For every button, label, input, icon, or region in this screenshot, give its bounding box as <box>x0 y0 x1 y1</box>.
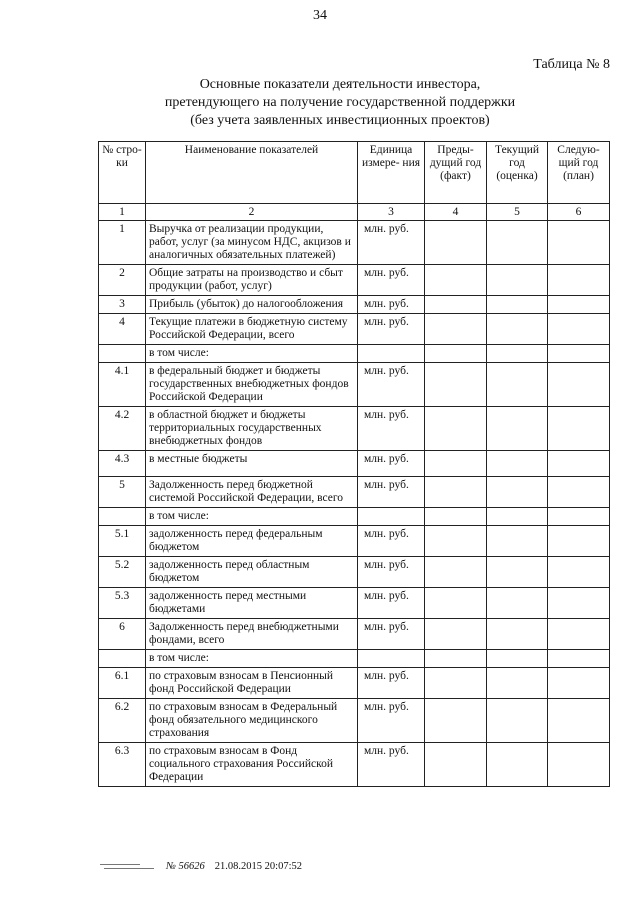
row-number: 4.2 <box>99 407 146 451</box>
row-name: задолженность перед федеральным бюджетом <box>146 526 358 557</box>
table-row <box>99 619 610 650</box>
value-cell <box>487 477 548 508</box>
value-cell <box>487 345 548 363</box>
row-name: по страховым взносам в Федеральный фонд обязательного медицинского страхования <box>146 699 358 743</box>
row-name: по страховым взносам в Пенсионный фонд Российской Федерации <box>146 668 358 699</box>
table-row <box>99 650 610 668</box>
title-line: Основные показатели деятельности инвестора, <box>199 77 481 92</box>
table-row <box>99 668 610 699</box>
table-row <box>99 699 610 743</box>
column-number: 2 <box>146 204 358 221</box>
row-unit: млн. руб. <box>358 221 425 265</box>
value-cell <box>425 477 487 508</box>
header-name: Наименование показателей <box>146 142 358 204</box>
row-number: 4.1 <box>99 363 146 407</box>
row-name: в областной бюджет и бюджеты территориальных государственных внебюджетных фондов <box>146 407 358 451</box>
row-unit <box>358 508 425 526</box>
value-cell <box>425 221 487 265</box>
value-cell <box>425 743 487 787</box>
value-cell <box>487 743 548 787</box>
value-cell <box>425 296 487 314</box>
row-unit: млн. руб. <box>358 314 425 345</box>
value-cell <box>548 314 610 345</box>
value-cell <box>487 650 548 668</box>
title-line: (без учета заявленных инвестиционных проектов) <box>190 113 490 128</box>
row-name: по страховым взносам в Фонд социального страхования Российской Федерации <box>146 743 358 787</box>
table-row <box>99 451 610 477</box>
table-row <box>99 265 610 296</box>
table-row <box>99 363 610 407</box>
value-cell <box>548 699 610 743</box>
table-row <box>99 314 610 345</box>
column-number: 5 <box>487 204 548 221</box>
row-unit: млн. руб. <box>358 619 425 650</box>
document-title <box>40 76 640 130</box>
table-header-row <box>99 142 610 204</box>
table-row <box>99 526 610 557</box>
value-cell <box>487 451 548 477</box>
value-cell <box>425 668 487 699</box>
value-cell <box>487 407 548 451</box>
value-cell <box>548 508 610 526</box>
row-unit: млн. руб. <box>358 743 425 787</box>
value-cell <box>548 265 610 296</box>
value-cell <box>548 345 610 363</box>
value-cell <box>487 588 548 619</box>
value-cell <box>487 296 548 314</box>
row-name: в местные бюджеты <box>146 451 358 477</box>
value-cell <box>425 345 487 363</box>
value-cell <box>548 668 610 699</box>
row-unit <box>358 650 425 668</box>
row-unit <box>358 345 425 363</box>
row-name: в федеральный бюджет и бюджеты государственных внебюджетных фондов Российской Федерации <box>146 363 358 407</box>
row-number: 5.1 <box>99 526 146 557</box>
table-label: Таблица № 8 <box>533 57 610 72</box>
header-current-year: Текущий год (оценка) <box>487 142 548 204</box>
value-cell <box>487 508 548 526</box>
document-number: № 56626 <box>166 861 205 872</box>
value-cell <box>425 314 487 345</box>
row-unit: млн. руб. <box>358 363 425 407</box>
table-row <box>99 477 610 508</box>
row-unit: млн. руб. <box>358 526 425 557</box>
value-cell <box>548 407 610 451</box>
value-cell <box>487 363 548 407</box>
row-number: 4 <box>99 314 146 345</box>
row-unit: млн. руб. <box>358 699 425 743</box>
value-cell <box>425 650 487 668</box>
value-cell <box>425 407 487 451</box>
row-unit: млн. руб. <box>358 296 425 314</box>
value-cell <box>487 699 548 743</box>
row-name: в том числе: <box>146 345 358 363</box>
header-next-year: Следую- щий год (план) <box>548 142 610 204</box>
value-cell <box>548 650 610 668</box>
row-number: 5.2 <box>99 557 146 588</box>
row-name: Прибыль (убыток) до налогообложения <box>146 296 358 314</box>
row-name: Задолженность перед внебюджетными фондами, всего <box>146 619 358 650</box>
header-no: № стро- ки <box>99 142 146 204</box>
table-row <box>99 407 610 451</box>
value-cell <box>487 526 548 557</box>
column-number: 6 <box>548 204 610 221</box>
header-prev-year: Преды- дущий год (факт) <box>425 142 487 204</box>
registration-stamp-mark <box>100 862 156 872</box>
value-cell <box>425 619 487 650</box>
row-number <box>99 508 146 526</box>
value-cell <box>548 363 610 407</box>
table-row <box>99 743 610 787</box>
value-cell <box>425 265 487 296</box>
table-row <box>99 557 610 588</box>
column-number: 1 <box>99 204 146 221</box>
value-cell <box>487 265 548 296</box>
column-number: 4 <box>425 204 487 221</box>
row-number: 2 <box>99 265 146 296</box>
table-row <box>99 221 610 265</box>
row-name: в том числе: <box>146 508 358 526</box>
column-number-row <box>99 204 610 221</box>
row-unit: млн. руб. <box>358 407 425 451</box>
row-name: задолженность перед местными бюджетами <box>146 588 358 619</box>
row-unit: млн. руб. <box>358 451 425 477</box>
table-row <box>99 508 610 526</box>
title-line: претендующего на получение государственной поддержки <box>164 95 516 110</box>
table-row <box>99 345 610 363</box>
row-unit: млн. руб. <box>358 668 425 699</box>
row-number: 5 <box>99 477 146 508</box>
row-unit: млн. руб. <box>358 557 425 588</box>
footer-stamp <box>100 861 302 872</box>
column-number: 3 <box>358 204 425 221</box>
value-cell <box>548 296 610 314</box>
table-row <box>99 296 610 314</box>
value-cell <box>548 526 610 557</box>
row-unit: млн. руб. <box>358 588 425 619</box>
document-datetime: 21.08.2015 20:07:52 <box>214 861 302 872</box>
row-number: 3 <box>99 296 146 314</box>
value-cell <box>487 221 548 265</box>
value-cell <box>425 451 487 477</box>
row-name: задолженность перед областным бюджетом <box>146 557 358 588</box>
header-unit: Единица измере- ния <box>358 142 425 204</box>
value-cell <box>548 743 610 787</box>
value-cell <box>425 363 487 407</box>
value-cell <box>548 588 610 619</box>
row-number <box>99 650 146 668</box>
value-cell <box>548 221 610 265</box>
value-cell <box>425 699 487 743</box>
value-cell <box>425 526 487 557</box>
value-cell <box>487 619 548 650</box>
table-row <box>99 588 610 619</box>
row-number: 6.1 <box>99 668 146 699</box>
page-number: 34 <box>313 8 327 23</box>
value-cell <box>548 557 610 588</box>
row-name: в том числе: <box>146 650 358 668</box>
value-cell <box>487 557 548 588</box>
indicators-table <box>98 141 610 787</box>
row-number: 6.2 <box>99 699 146 743</box>
value-cell <box>487 668 548 699</box>
row-number: 6.3 <box>99 743 146 787</box>
row-number <box>99 345 146 363</box>
row-name: Выручка от реализации продукции, работ, услуг (за минусом НДС, акцизов и аналогичных обязательных платежей) <box>146 221 358 265</box>
value-cell <box>425 508 487 526</box>
row-number: 5.3 <box>99 588 146 619</box>
value-cell <box>548 477 610 508</box>
row-number: 1 <box>99 221 146 265</box>
row-name: Текущие платежи в бюджетную систему Российской Федерации, всего <box>146 314 358 345</box>
value-cell <box>548 451 610 477</box>
value-cell <box>425 588 487 619</box>
row-number: 4.3 <box>99 451 146 477</box>
value-cell <box>487 314 548 345</box>
value-cell <box>425 557 487 588</box>
row-name: Задолженность перед бюджетной системой Российской Федерации, всего <box>146 477 358 508</box>
row-number: 6 <box>99 619 146 650</box>
value-cell <box>548 619 610 650</box>
row-name: Общие затраты на производство и сбыт продукции (работ, услуг) <box>146 265 358 296</box>
row-unit: млн. руб. <box>358 477 425 508</box>
row-unit: млн. руб. <box>358 265 425 296</box>
